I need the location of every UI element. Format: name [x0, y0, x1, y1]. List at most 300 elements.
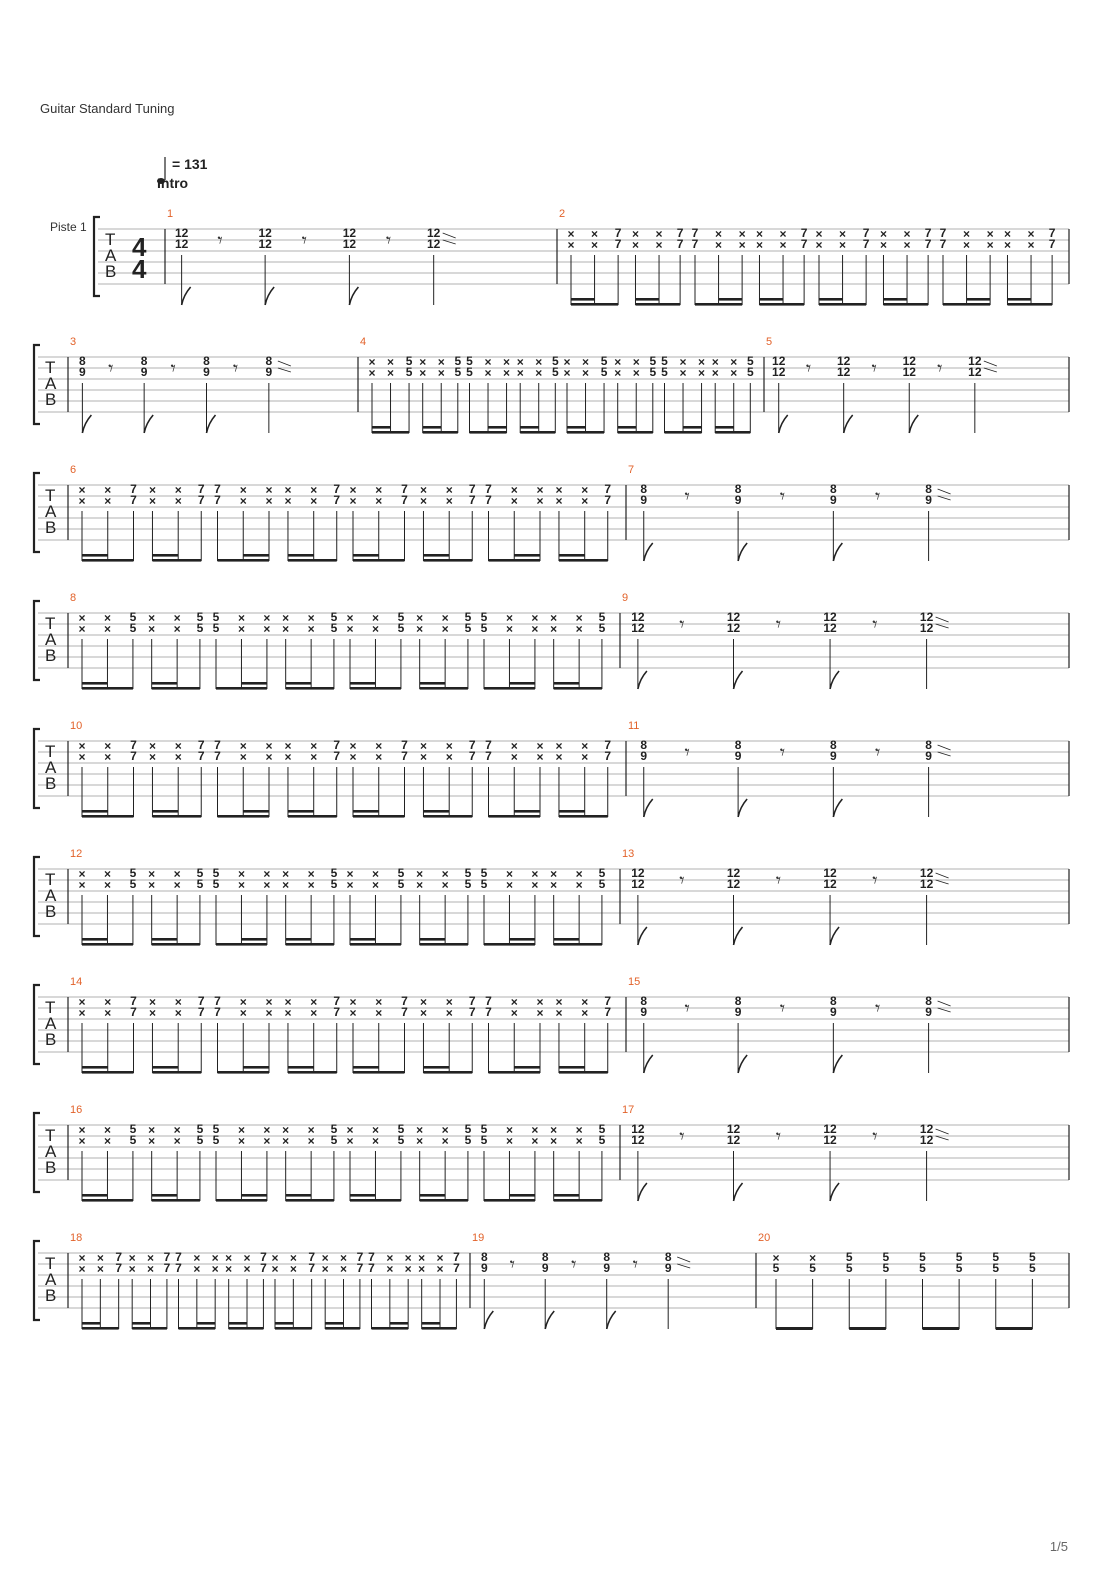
bar-number: 14: [70, 976, 83, 988]
note-beam: [350, 943, 401, 946]
note-beam: [152, 815, 201, 818]
note-beam-secondary: [390, 1322, 408, 1325]
note-beam-secondary: [567, 426, 586, 429]
muted-note: ×: [349, 494, 357, 508]
fret-number: 7: [468, 493, 476, 507]
fret-number: 5: [405, 354, 413, 368]
fret-number: 7: [214, 493, 221, 507]
note-beam: [883, 303, 928, 306]
tab-letter: A: [45, 502, 57, 521]
muted-note: ×: [148, 750, 156, 764]
muted-note: ×: [307, 867, 315, 881]
bar-number: 7: [628, 464, 635, 476]
muted-note: ×: [265, 1006, 273, 1020]
fret-number: 5: [598, 866, 606, 880]
note-beam-secondary: [819, 298, 843, 301]
muted-note: ×: [738, 238, 746, 252]
fret-number: 7: [260, 1250, 267, 1264]
muted-note: ×: [148, 867, 156, 881]
muted-note: ×: [307, 1134, 315, 1148]
note-beam: [665, 431, 702, 434]
fret-number: 5: [212, 1133, 220, 1147]
note-beam-secondary: [420, 682, 445, 685]
note-beam: [567, 431, 604, 434]
fret-number: 5: [772, 1261, 780, 1275]
muted-note: ×: [416, 1134, 424, 1148]
muted-note: ×: [310, 494, 318, 508]
muted-note: ×: [536, 995, 544, 1009]
tab-letter: T: [45, 614, 56, 633]
fret-number: 5: [598, 877, 606, 891]
fret-number: 5: [649, 354, 657, 368]
fret-number: 7: [333, 493, 341, 507]
fret-number: 9: [640, 1005, 648, 1019]
note-beam-secondary: [683, 426, 702, 429]
note-beam: [82, 559, 133, 562]
note-beam: [420, 687, 468, 690]
fret-number: 8: [640, 738, 648, 752]
muted-note: ×: [346, 611, 354, 625]
slide-mark: [443, 240, 456, 244]
fret-number: 9: [734, 493, 742, 507]
tab-letter: A: [45, 374, 57, 393]
note-flag: [738, 1055, 747, 1073]
note-beam-secondary: [554, 938, 579, 941]
muted-note: ×: [148, 995, 156, 1009]
muted-note: ×: [575, 1134, 583, 1148]
note-flag: [833, 799, 842, 817]
tab-letter: A: [45, 1142, 57, 1161]
fret-number: 12: [919, 1122, 934, 1136]
muted-note: ×: [78, 1123, 86, 1137]
fret-number: 5: [466, 365, 473, 379]
tab-letter: T: [45, 870, 56, 889]
note-beam-secondary: [288, 810, 314, 813]
muted-note: ×: [755, 238, 763, 252]
muted-note: ×: [243, 1262, 251, 1276]
muted-note: ×: [536, 739, 544, 753]
fret-number: 12: [919, 1133, 934, 1147]
muted-note: ×: [310, 739, 318, 753]
muted-note: ×: [510, 739, 518, 753]
fret-number: 8: [140, 354, 148, 368]
muted-note: ×: [441, 622, 449, 636]
muted-note: ×: [349, 739, 357, 753]
muted-note: ×: [104, 739, 112, 753]
fret-number: 5: [464, 621, 472, 635]
slide-mark: [936, 880, 949, 884]
muted-note: ×: [371, 1123, 379, 1137]
eighth-rest: 𝄾: [805, 358, 812, 380]
fret-number: 5: [845, 1261, 853, 1275]
note-beam: [571, 303, 618, 306]
muted-note: ×: [147, 1262, 155, 1276]
fret-number: 7: [214, 1005, 221, 1019]
fret-number: 7: [691, 226, 699, 240]
fret-number: 7: [485, 738, 492, 752]
muted-note: ×: [103, 611, 111, 625]
muted-note: ×: [1003, 238, 1011, 252]
muted-note: ×: [265, 995, 273, 1009]
tab-letter: B: [105, 262, 117, 281]
bar-number: 9: [622, 592, 629, 604]
fret-number: 7: [939, 226, 947, 240]
muted-note: ×: [581, 995, 589, 1009]
note-beam-secondary: [372, 426, 391, 429]
fret-number: 8: [830, 994, 837, 1008]
muted-note: ×: [211, 1251, 219, 1265]
muted-note: ×: [239, 483, 247, 497]
fret-number: 7: [333, 1005, 341, 1019]
muted-note: ×: [375, 750, 383, 764]
note-beam: [82, 1327, 119, 1330]
note-beam-secondary: [325, 1322, 343, 1325]
fret-number: 7: [308, 1261, 316, 1275]
muted-note: ×: [550, 622, 558, 636]
note-beam: [715, 431, 750, 434]
note-beam: [216, 1199, 267, 1202]
muted-note: ×: [282, 1123, 290, 1137]
fret-number: 8: [203, 354, 210, 368]
note-beam-secondary: [275, 1322, 293, 1325]
muted-note: ×: [263, 1123, 271, 1137]
note-beam-secondary: [82, 1194, 107, 1197]
fret-number: 5: [196, 1133, 204, 1147]
eighth-rest: 𝄾: [779, 998, 786, 1020]
note-flag: [830, 671, 839, 689]
note-beam: [350, 687, 401, 690]
muted-note: ×: [445, 750, 453, 764]
muted-note: ×: [550, 1123, 558, 1137]
muted-note: ×: [282, 622, 290, 636]
muted-note: ×: [265, 494, 273, 508]
muted-note: ×: [237, 622, 245, 636]
muted-note: ×: [237, 867, 245, 881]
note-beam-secondary: [241, 938, 266, 941]
muted-note: ×: [575, 878, 583, 892]
note-flag: [909, 415, 918, 433]
fret-number: 5: [330, 866, 338, 880]
muted-note: ×: [679, 355, 687, 369]
note-beam: [819, 303, 866, 306]
note-flag: [207, 415, 216, 433]
note-beam: [489, 815, 540, 818]
fret-number: 5: [1029, 1250, 1036, 1264]
muted-note: ×: [174, 494, 182, 508]
fret-number: 5: [129, 1133, 137, 1147]
fret-number: 12: [631, 1133, 645, 1147]
note-beam-secondary: [423, 426, 442, 429]
fret-number: 7: [485, 994, 492, 1008]
fret-number: 7: [604, 493, 612, 507]
muted-note: ×: [349, 995, 357, 1009]
tab-letter: T: [45, 1254, 56, 1273]
muted-note: ×: [698, 355, 706, 369]
note-beam-secondary: [571, 298, 595, 301]
eighth-rest: 𝄾: [775, 1126, 782, 1148]
fret-number: 5: [330, 1122, 338, 1136]
fret-number: 9: [79, 365, 86, 379]
fret-number: 8: [734, 482, 742, 496]
muted-note: ×: [78, 622, 86, 636]
note-beam: [559, 1071, 608, 1074]
fret-number: 7: [197, 749, 205, 763]
muted-note: ×: [284, 1006, 292, 1020]
fret-number: 5: [212, 610, 220, 624]
fret-number: 5: [196, 1122, 204, 1136]
note-beam-secondary: [152, 554, 178, 557]
slide-mark: [278, 361, 291, 366]
fret-number: 12: [772, 365, 786, 379]
note-flag: [644, 1055, 653, 1073]
muted-note: ×: [531, 622, 539, 636]
eighth-rest: 𝄾: [871, 358, 877, 380]
eighth-rest: 𝄾: [779, 486, 786, 508]
muted-note: ×: [416, 611, 424, 625]
note-flag: [734, 927, 743, 945]
fret-number: 12: [726, 1133, 741, 1147]
tab-letter: B: [45, 902, 57, 921]
muted-note: ×: [103, 622, 111, 636]
muted-note: ×: [779, 238, 787, 252]
note-beam: [554, 943, 602, 946]
fret-number: 12: [823, 1122, 837, 1136]
muted-note: ×: [147, 1251, 155, 1265]
muted-note: ×: [265, 483, 273, 497]
muted-note: ×: [78, 1134, 86, 1148]
note-beam-secondary: [350, 682, 375, 685]
fret-number: 7: [614, 226, 622, 240]
tab-letter: B: [45, 390, 57, 409]
eighth-rest: 𝄾: [684, 742, 690, 764]
muted-note: ×: [346, 1123, 354, 1137]
track-name: Piste 1: [50, 220, 87, 234]
muted-note: ×: [340, 1262, 348, 1276]
fret-number: 5: [212, 1122, 220, 1136]
eighth-rest: 𝄾: [872, 1126, 878, 1148]
muted-note: ×: [531, 867, 539, 881]
fret-number: 5: [551, 354, 559, 368]
muted-note: ×: [1003, 227, 1011, 241]
tab-letter: B: [45, 774, 57, 793]
note-beam-secondary: [422, 1322, 440, 1325]
fret-number: 7: [604, 482, 612, 496]
tuning-label: Guitar Standard Tuning: [40, 101, 175, 116]
fret-number: 5: [196, 621, 204, 635]
note-beam-secondary: [350, 1194, 375, 1197]
note-beam: [422, 1327, 457, 1330]
slide-mark: [936, 624, 949, 628]
eighth-rest: 𝄾: [170, 358, 176, 380]
muted-note: ×: [104, 494, 112, 508]
fret-number: 12: [823, 866, 837, 880]
fret-number: 7: [614, 237, 622, 251]
tab-letter: T: [105, 230, 116, 249]
muted-note: ×: [239, 1006, 247, 1020]
fret-number: 7: [604, 749, 612, 763]
eighth-rest: 𝄾: [779, 742, 786, 764]
muted-note: ×: [1027, 238, 1035, 252]
muted-note: ×: [148, 739, 156, 753]
muted-note: ×: [282, 611, 290, 625]
note-beam-secondary: [286, 682, 311, 685]
note-beam: [218, 815, 269, 818]
muted-note: ×: [575, 867, 583, 881]
muted-note: ×: [555, 995, 563, 1009]
note-beam-secondary: [554, 1194, 579, 1197]
fret-number: 12: [726, 621, 741, 635]
muted-note: ×: [263, 867, 271, 881]
muted-note: ×: [387, 366, 395, 380]
fret-number: 5: [598, 621, 606, 635]
muted-note: ×: [346, 878, 354, 892]
note-beam: [423, 1071, 472, 1074]
muted-note: ×: [591, 238, 599, 252]
muted-note: ×: [371, 622, 379, 636]
muted-note: ×: [730, 355, 738, 369]
fret-number: 5: [330, 610, 338, 624]
muted-note: ×: [575, 622, 583, 636]
muted-note: ×: [321, 1251, 329, 1265]
muted-note: ×: [903, 227, 911, 241]
fret-number: 7: [924, 226, 932, 240]
note-beam: [943, 303, 990, 306]
note-beam-secondary: [82, 554, 108, 557]
fret-number: 12: [902, 354, 916, 368]
fret-number: 12: [823, 621, 837, 635]
slide-mark: [938, 1001, 951, 1006]
fret-number: 8: [265, 354, 273, 368]
note-beam: [229, 1327, 264, 1330]
muted-note: ×: [582, 366, 590, 380]
muted-note: ×: [567, 238, 575, 252]
bar-number: 20: [758, 1232, 771, 1244]
muted-note: ×: [193, 1262, 201, 1276]
muted-note: ×: [550, 1134, 558, 1148]
tab-letter: A: [45, 630, 57, 649]
fret-number: 7: [1048, 226, 1056, 240]
note-flag: [833, 543, 842, 561]
muted-note: ×: [437, 366, 445, 380]
fret-number: 5: [480, 1122, 488, 1136]
note-beam-secondary: [715, 426, 734, 429]
note-flag: [144, 415, 153, 433]
fret-number: 12: [772, 354, 786, 368]
note-beam: [152, 687, 200, 690]
fret-number: 12: [427, 226, 441, 240]
fret-number: 5: [480, 610, 488, 624]
note-beam-secondary: [82, 938, 107, 941]
muted-note: ×: [211, 1262, 219, 1276]
fret-number: 12: [836, 354, 851, 368]
tab-letter: B: [45, 1030, 57, 1049]
muted-note: ×: [419, 995, 427, 1009]
slide-mark: [677, 1264, 690, 1268]
fret-number: 8: [830, 738, 837, 752]
muted-note: ×: [310, 1006, 318, 1020]
muted-note: ×: [78, 750, 86, 764]
muted-note: ×: [349, 1006, 357, 1020]
muted-note: ×: [173, 611, 181, 625]
muted-note: ×: [418, 1262, 426, 1276]
fret-number: 5: [464, 866, 472, 880]
note-beam: [353, 1071, 404, 1074]
note-beam: [82, 943, 133, 946]
fret-number: 5: [480, 621, 488, 635]
fret-number: 12: [968, 365, 982, 379]
muted-note: ×: [581, 1006, 589, 1020]
muted-note: ×: [1027, 227, 1035, 241]
note-beam: [132, 1327, 167, 1330]
muted-note: ×: [419, 1006, 427, 1020]
fret-number: 12: [342, 237, 357, 251]
muted-note: ×: [263, 622, 271, 636]
eighth-rest: 𝄾: [232, 358, 239, 380]
tab-letter: A: [105, 246, 117, 265]
fret-number: 5: [129, 866, 137, 880]
note-beam-secondary: [353, 554, 379, 557]
muted-note: ×: [237, 1134, 245, 1148]
muted-note: ×: [239, 494, 247, 508]
note-beam-secondary: [82, 810, 108, 813]
bar-number: 17: [622, 1104, 635, 1116]
fret-number: 8: [480, 1250, 488, 1264]
muted-note: ×: [655, 238, 663, 252]
eighth-rest: 𝄾: [684, 998, 690, 1020]
fret-number: 7: [356, 1250, 364, 1264]
fret-number: 7: [308, 1250, 316, 1264]
fret-number: 7: [468, 738, 476, 752]
fret-number: 5: [600, 354, 608, 368]
bar-number: 11: [628, 720, 640, 732]
note-beam-secondary: [618, 426, 637, 429]
muted-note: ×: [375, 1006, 383, 1020]
muted-note: ×: [505, 1123, 513, 1137]
muted-note: ×: [148, 1123, 156, 1137]
note-beam-secondary: [229, 1322, 247, 1325]
fret-number: 5: [196, 877, 204, 891]
note-beam-secondary: [423, 554, 449, 557]
fret-number: 5: [845, 1250, 853, 1264]
note-beam: [275, 1327, 312, 1330]
fret-number: 5: [955, 1261, 963, 1275]
note-beam: [484, 943, 535, 946]
muted-note: ×: [484, 366, 492, 380]
fret-number: 9: [925, 1005, 932, 1019]
note-beam-secondary: [350, 938, 375, 941]
fret-number: 9: [603, 1261, 611, 1275]
fret-number: 7: [800, 237, 808, 251]
fret-number: 9: [664, 1261, 672, 1275]
tab-letter: B: [45, 518, 57, 537]
muted-note: ×: [371, 611, 379, 625]
note-flag: [607, 1311, 616, 1329]
muted-note: ×: [386, 1262, 394, 1276]
note-flag: [734, 671, 743, 689]
fret-number: 12: [726, 1122, 741, 1136]
muted-note: ×: [174, 995, 182, 1009]
fret-number: 7: [214, 482, 221, 496]
slide-mark: [278, 368, 291, 372]
muted-note: ×: [265, 750, 273, 764]
fret-number: 9: [830, 749, 837, 763]
note-beam-secondary: [554, 682, 579, 685]
fret-number: 5: [397, 1133, 405, 1147]
fret-number: 5: [882, 1250, 890, 1264]
slide-mark: [443, 233, 456, 238]
note-beam: [152, 943, 200, 946]
fret-number: 12: [631, 1122, 645, 1136]
